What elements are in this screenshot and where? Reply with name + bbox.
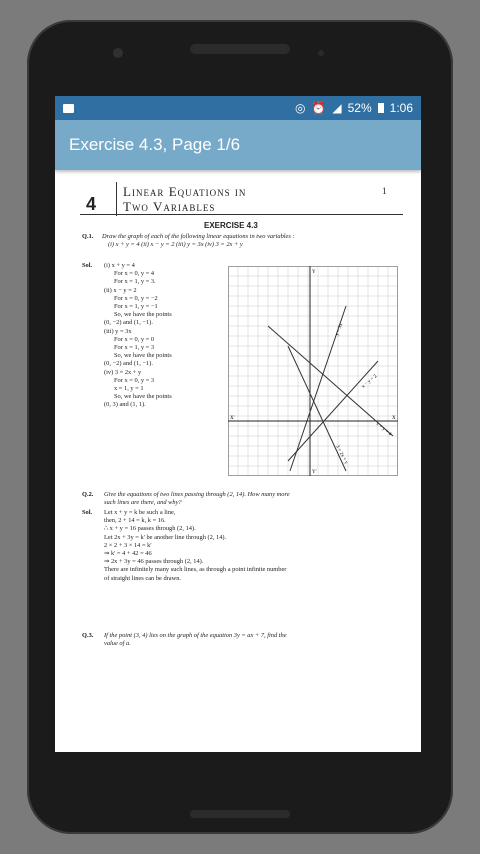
proximity-sensor: [318, 50, 324, 56]
front-camera: [113, 48, 123, 58]
sol1-line: (0, 3) and (1, 1).: [104, 401, 146, 409]
sol1-line: (iv) 3 = 2x + y: [104, 368, 142, 376]
sol1-line: (iii) y = 3x: [104, 327, 132, 335]
q1-parts: (i) x + y = 4 (ii) x − y = 2 (iii) y = 3x (iv) 3 = 2x + y: [108, 241, 243, 248]
sol1-line: For x = 1, y = −1: [114, 303, 158, 311]
sol1-line: (0, −2) and (1, −1).: [104, 319, 153, 327]
battery-percent: 52%: [347, 101, 372, 115]
page-number: 1: [382, 186, 387, 196]
q3-label: Q.3.: [82, 632, 94, 639]
sol2-line: There are infinitely many such lines, as through a point infinite number: [104, 566, 287, 574]
battery-icon: [378, 103, 384, 113]
document-page[interactable]: [80, 180, 420, 752]
status-bar: [55, 96, 421, 120]
x-axis-neg-label: X': [230, 416, 235, 421]
sol2-line: Let x + y = k be such a line,: [104, 509, 176, 516]
q3-text-1: If the point (3, 4) lies on the graph of the equation 3y = ax + 7, find the: [104, 632, 287, 639]
screen: [55, 96, 421, 752]
q2-label: Q.2.: [82, 491, 94, 498]
bottom-speaker: [190, 810, 290, 818]
sol1-line: (ii) x − y = 2: [104, 286, 137, 294]
sol1-line: So, we have the points: [114, 311, 172, 319]
sol1-line: So, we have the points: [114, 352, 172, 360]
alarm-icon: ⏰: [311, 101, 327, 115]
sol2-line: then, 2 + 14 = k, k = 16.: [104, 517, 166, 525]
sol2-line: 2 × 2 + 3 × 14 = k': [104, 541, 152, 549]
label-iv: 3 = 2x + y: [334, 444, 349, 466]
sol1-label: Sol.: [82, 262, 93, 269]
chapter-number: 4: [86, 194, 97, 214]
y-axis-neg-label: Y': [312, 470, 317, 475]
sol1-line: (0, −2) and (1, −1).: [104, 360, 153, 368]
sol1-line: For x = 1, y = 3: [114, 344, 155, 352]
app-bar: [55, 120, 421, 170]
linear-equations-graph: [228, 266, 398, 476]
chapter-divider: [116, 182, 117, 216]
sol2-block: [104, 509, 420, 583]
image-notification-icon: [63, 104, 74, 113]
q1-text: Draw the graph of each of the following linear equations in two variables :: [102, 233, 295, 240]
sol2-line: ⇒ 2x + 3y = 46 passes through (2, 14).: [104, 558, 204, 566]
label-y3x: y = 3x: [335, 322, 345, 337]
x-axis-label: X: [392, 416, 396, 421]
graph-border: [229, 267, 398, 476]
sol2-line: ⇒ k' = 4 + 42 = 46: [104, 550, 152, 558]
chapter-title-line2: Two Variables: [123, 199, 216, 214]
sol1-line: For x = 0, y = 4: [114, 270, 155, 278]
sol1-line: For x = 0, y = 3: [114, 376, 155, 384]
earpiece-speaker: [190, 44, 290, 54]
q3-text-2: value of a.: [104, 640, 131, 647]
label-x-minus-y: x − y = 2: [361, 374, 379, 390]
graph-grid: [228, 266, 398, 476]
sol1-line: For x = 0, y = 0: [114, 335, 155, 343]
sol1-line: For x = 1, y = 3.: [114, 278, 156, 286]
sol1-line: (i) x + y = 4: [104, 262, 135, 269]
sync-icon: ◎: [294, 101, 306, 115]
app-bar-title: Exercise 4.3, Page 1/6: [69, 135, 241, 154]
sol2-label: Sol.: [82, 509, 93, 516]
signal-icon: ◢: [332, 101, 342, 115]
chapter-title: [123, 184, 246, 214]
sol2-line: ∴ x + y = 16 passes through (2, 14).: [104, 525, 196, 533]
sol1-line: So, we have the points: [114, 393, 172, 401]
q1-label-text: Q.1.: [82, 233, 94, 240]
q2-text-2: such lines are there, and why?: [104, 499, 182, 506]
sol2-line: Let 2x + 3y = k' be another line through (2, 14).: [104, 533, 227, 541]
exercise-title: EXERCISE 4.3: [204, 221, 258, 230]
y-axis-label: Y: [312, 270, 316, 275]
label-x-plus-y: x + y = 4: [374, 421, 392, 438]
q2-text-1: Give the equations of two lines passing through (2, 14). How many more: [104, 491, 290, 498]
sol1-line: For x = 0, y = −2: [114, 294, 158, 302]
clock: 1:06: [389, 101, 413, 115]
sol1-block: [104, 262, 229, 410]
sol1-line: x = 1, y = 1: [114, 385, 144, 393]
chapter-title-line1: Linear Equations in: [123, 184, 247, 199]
sol2-line: of straight lines can be drawn.: [104, 574, 182, 582]
q1-label: [82, 233, 93, 241]
